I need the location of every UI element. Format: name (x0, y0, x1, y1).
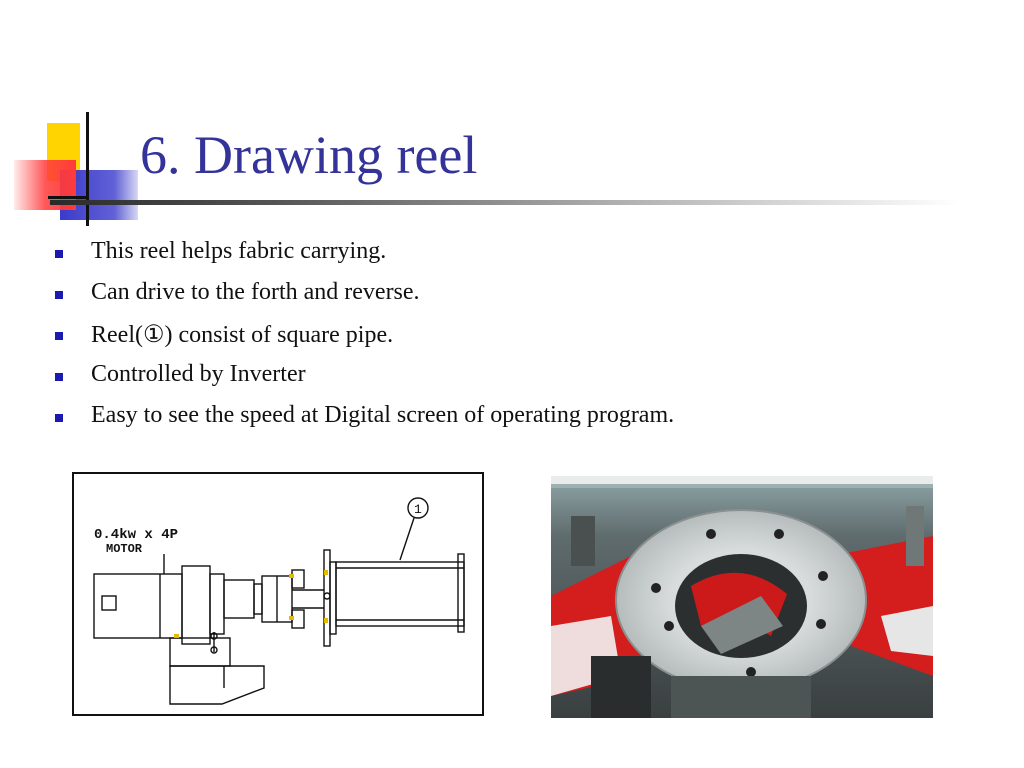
title-divider (50, 200, 960, 205)
callout-number: 1 (414, 502, 422, 517)
bullet-text: Can drive to the forth and reverse. (91, 279, 420, 305)
bullet-text: Reel(①) consist of square pipe. (91, 322, 394, 348)
bullet-square-icon (55, 250, 63, 258)
bullet-square-icon (55, 291, 63, 299)
slide-title: 6. Drawing reel (140, 125, 478, 185)
bullet-text: This reel helps fabric carrying. (91, 238, 387, 264)
drawing-svg (74, 474, 482, 714)
bullet-text: Easy to see the speed at Digital screen of operating program. (91, 402, 675, 428)
bullet-text: Controlled by Inverter (91, 361, 306, 387)
bullet-square-icon (55, 414, 63, 422)
motor-label: MOTOR (106, 542, 143, 556)
bullet-square-icon (55, 332, 63, 340)
reel-photo (551, 476, 933, 718)
motor-spec-label: 0.4kw x 4P (94, 527, 179, 543)
reel-technical-drawing (72, 472, 484, 716)
bullet-square-icon (55, 373, 63, 381)
photo-svg (551, 476, 933, 718)
